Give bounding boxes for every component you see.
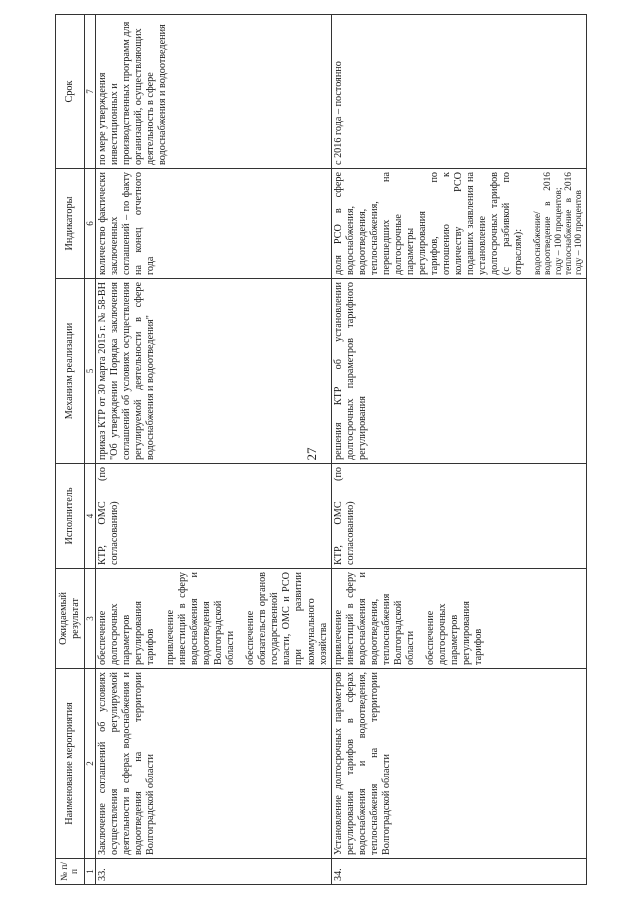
expected-result xyxy=(331,569,586,669)
indicator-item: доля РСО в сфере водоснабжения, водоотведения, теплоснабжения, перешедших на долгосрочные параметры регулирования тарифов, по отношению к количеству РСО подавших заявления на установление долгосрочных тарифов (с разбивкой по отраслям): xyxy=(332,172,525,275)
header-number: № п/п xyxy=(56,859,85,885)
indicator-item: теплоснабжение в 2016 году – 100 процентов xyxy=(564,172,585,275)
header-mechanism: Механизм реализации xyxy=(56,279,85,464)
term: по мере утверждения инвестиционных и производственных программ для организаций, осуществляющих деятельность в сфере водоснабжения и водоотведения xyxy=(96,15,332,169)
column-number: 6 xyxy=(85,169,96,279)
column-number: 1 xyxy=(85,859,96,885)
header-indicators: Индикаторы xyxy=(56,169,85,279)
result-item: привлечение инвестиций в сферу водоснабжения и водоотведения, теплоснабжения Волгоградской области xyxy=(332,572,416,665)
result-item: обеспечение долгосрочных параметров регулирования тарифов xyxy=(97,601,157,665)
mechanism: решения КТР об установлении долгосрочных параметров тарифного регулирования xyxy=(331,279,586,464)
result-item: обеспечение долгосрочных параметров регулирования тарифов xyxy=(424,601,484,665)
header-result: Ожидаемый результат xyxy=(56,569,85,669)
measures-table xyxy=(55,14,587,885)
executor: КТР, ОМС (по согласованию) xyxy=(96,464,332,569)
indicators xyxy=(96,169,332,279)
column-number: 5 xyxy=(85,279,96,464)
mechanism: приказ КТР от 30 марта 2015 г. № 58-ВН "Об утверждении Порядка заключения соглашений об условиях осуществления регулируемой деятельности в сфере водоснабжения и водоотведения" xyxy=(96,279,332,464)
measure-name: Установление долгосрочных параметров регулирования тарифов в сферах водоснабжения и водоотведения, теплоснабжения на территории Волгоградской области xyxy=(331,669,586,859)
header-term: Срок xyxy=(56,15,85,169)
result-item: обеспечение обязательств органов государственной власти, ОМС и РСО при развитии коммунального хозяйства xyxy=(245,572,329,665)
column-number: 3 xyxy=(85,569,96,669)
page-number: 27 xyxy=(304,447,319,461)
column-number: 7 xyxy=(85,15,96,169)
table-row xyxy=(96,15,332,885)
table-header-row xyxy=(56,15,85,885)
indicator-item: количество фактически заключенных соглашений – по факту на конец отчетного года xyxy=(97,172,157,275)
executor: КТР, ОМС (по согласованию) xyxy=(331,464,586,569)
term: с 2016 года – постоянно xyxy=(331,15,586,169)
expected-result xyxy=(96,569,332,669)
column-number: 2 xyxy=(85,669,96,859)
table-row xyxy=(331,15,586,885)
rotated-page-content xyxy=(55,15,585,885)
column-number: 4 xyxy=(85,464,96,569)
header-name: Наименование мероприятия xyxy=(56,669,85,859)
indicators xyxy=(331,169,586,279)
header-executor: Исполнитель xyxy=(56,464,85,569)
row-number: 34. xyxy=(331,859,586,885)
indicator-item: водоснабжение/водоотведение в 2016 году – 100 процентов; xyxy=(533,172,564,275)
column-number-row xyxy=(85,15,96,885)
result-item: привлечение инвестиций в сферу водоснабжения и водоотведения Волгоградской области xyxy=(165,572,237,665)
measure-name: Заключение соглашений об условиях осуществления регулируемой деятельности в сферах водоснабжения и водоотведения на территории Волгоградской области xyxy=(96,669,332,859)
row-number: 33. xyxy=(96,859,332,885)
